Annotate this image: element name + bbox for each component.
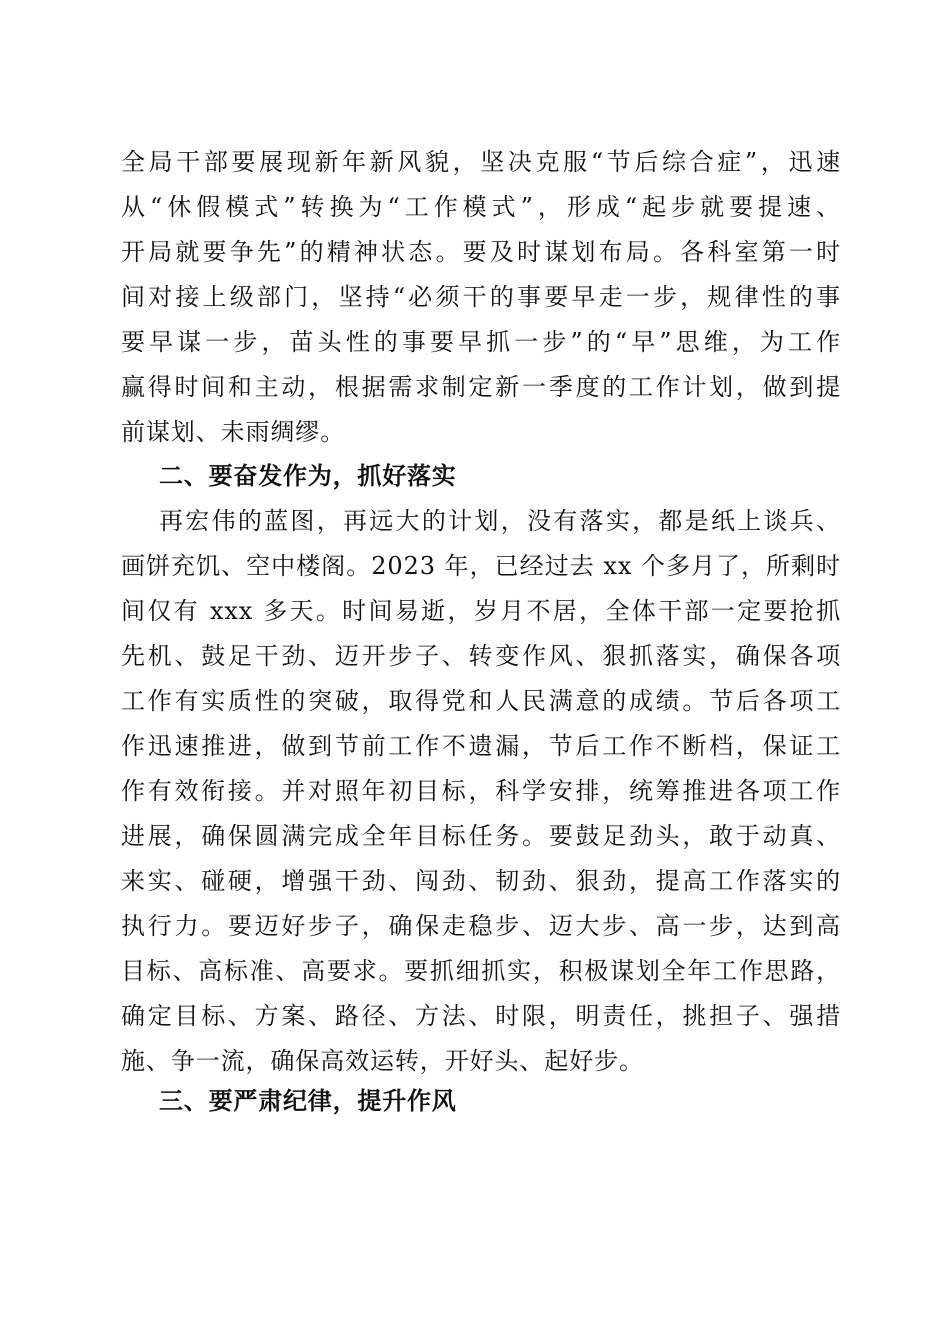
paragraph-line: 施、争一流，确保高效运转，开好头、起好步。 xyxy=(121,1047,644,1075)
paragraph-line: 全局干部要展现新年新风貌，坚决克服“节后综合症”，迅速 xyxy=(121,148,841,176)
paragraph-line: 间仅有 xxx 多天。时间易逝，岁月不居，全体干部一定要抢抓 xyxy=(121,597,841,625)
paragraph-line: 来实、碰硬，增强干劲、闯劲、韧劲、狠劲，提高工作落实的 xyxy=(121,867,841,895)
paragraph-1 xyxy=(121,140,841,455)
paragraph-line: 要早谋一步，苗头性的事要早抓一步”的“早”思维，为工作 xyxy=(121,328,841,356)
paragraph-line: 目标、高标准、高要求。要抓细抓实，积极谋划全年工作思路， xyxy=(121,957,841,985)
paragraph-line: 赢得时间和主动，根据需求制定新一季度的工作计划，做到提 xyxy=(121,373,841,401)
paragraph-line: 进展，确保圆满完成全年目标任务。要鼓足劲头，敢于动真、 xyxy=(121,822,841,850)
paragraph-line: 再宏伟的蓝图，再远大的计划，没有落实，都是纸上谈兵、 xyxy=(159,507,841,535)
paragraph-line: 执行力。要迈好步子，确保走稳步、迈大步、高一步，达到高 xyxy=(121,912,841,940)
paragraph-2 xyxy=(121,499,841,1084)
paragraph-line: 先机、鼓足干劲、迈开步子、转变作风、狠抓落实，确保各项 xyxy=(121,642,841,670)
paragraph-line: 作迅速推进，做到节前工作不遗漏，节后工作不断档，保证工 xyxy=(121,732,841,760)
paragraph-line: 间对接上级部门，坚持“必须干的事要早走一步，规律性的事 xyxy=(121,283,841,311)
section-heading-3-wrap xyxy=(121,1079,841,1124)
paragraph-line: 开局就要争先”的精神状态。要及时谋划布局。各科室第一时 xyxy=(121,238,841,266)
section-heading-2-wrap xyxy=(121,454,841,499)
paragraph-line: 作有效衔接。并对照年初目标，科学安排，统筹推进各项工作 xyxy=(121,777,841,805)
section-heading-2: 二、要奋发作为，抓好落实 xyxy=(159,462,457,490)
paragraph-line: 画饼充饥、空中楼阁。2023 年，已经过去 xx 个多月了，所剩时 xyxy=(121,552,841,580)
paragraph-line: 前谋划、未雨绸缪。 xyxy=(121,418,346,446)
paragraph-line: 从“休假模式”转换为“工作模式”，形成“起步就要提速、 xyxy=(121,193,841,221)
paragraph-line: 确定目标、方案、路径、方法、时限，明责任，挑担子、强措 xyxy=(121,1002,841,1030)
section-heading-3: 三、要严肃纪律，提升作风 xyxy=(159,1087,457,1115)
paragraph-line: 工作有实质性的突破，取得党和人民满意的成绩。节后各项工 xyxy=(121,687,841,715)
